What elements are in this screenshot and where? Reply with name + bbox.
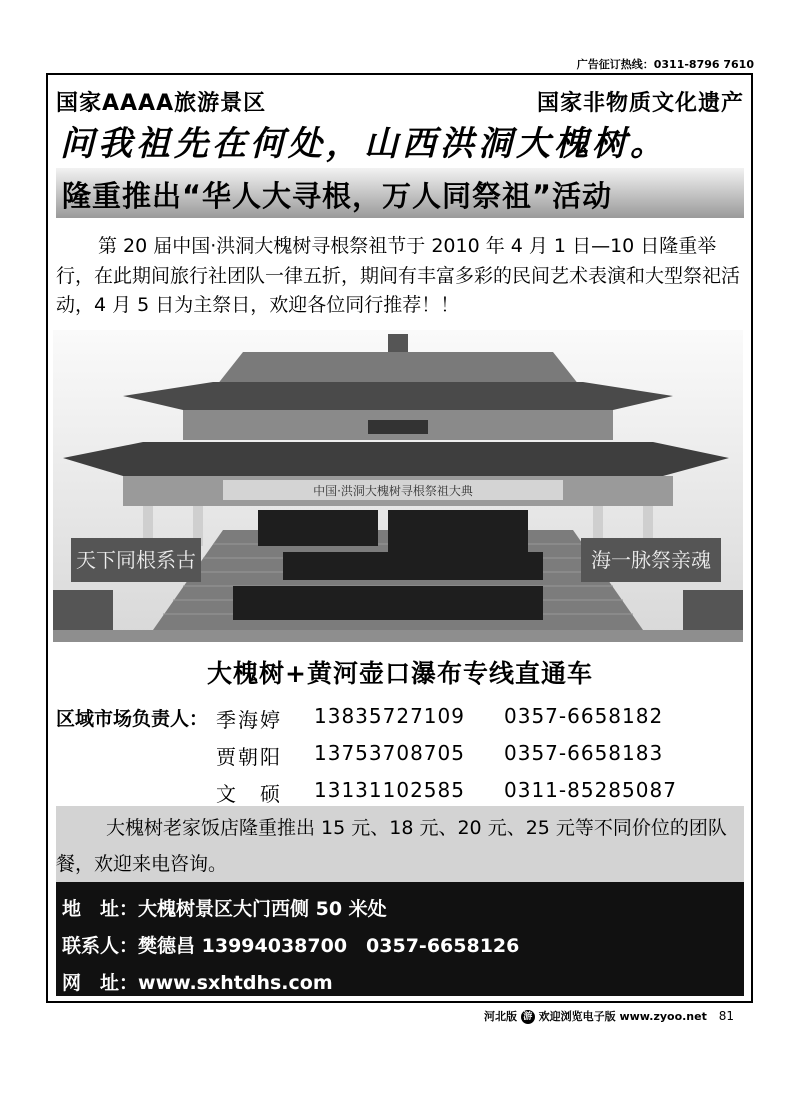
photo-right-sign: 海一脉祭亲魂 xyxy=(591,548,711,572)
edition-label: 河北版 xyxy=(483,1010,517,1023)
route-title: 大槐树+黄河壶口瀑布专线直通车 xyxy=(207,659,593,688)
page-footer xyxy=(484,1008,734,1024)
website-label: 网 址： xyxy=(62,972,139,994)
contact-person-value: 樊德昌 13994038700 0357-6658126 xyxy=(138,935,520,957)
aaaa-scenic-tag: 国家AAAA旅游景区 xyxy=(56,91,267,116)
contact-mobile: 13131102585 xyxy=(314,778,465,802)
welcome-text: 欢迎浏览电子版 xyxy=(538,1010,616,1023)
contact-phone: 0357-6658183 xyxy=(504,741,664,765)
event-intro xyxy=(56,232,746,321)
restaurant-promo xyxy=(56,806,744,882)
address-label: 地 址： xyxy=(62,898,139,920)
ad-hotline: 广告征订热线：0311-8796 7610 xyxy=(576,58,754,71)
photo-left-sign: 天下同根系古 xyxy=(76,548,196,572)
website-link[interactable]: www.sxhtdhs.com xyxy=(138,972,333,994)
ceremony-photo xyxy=(53,330,743,642)
website-row xyxy=(62,968,333,995)
contact-phone: 0357-6658182 xyxy=(504,704,664,728)
event-intro-text: 第 20 届中国·洪洞大槐树寻根祭祖节于 2010 年 4 月 1 日—10 日隆重举行，在此期间旅行社团队一律五折，期间有丰富多彩的民间艺术表演和大型祭祀活动，4 月 5 日为主祭日，欢迎各位同行推荐！！ xyxy=(56,235,741,316)
footer-url[interactable]: www.zyoo.net xyxy=(619,1010,707,1023)
event-banner-text: 隆重推出“华人大寻根，万人同祭祖”活动 xyxy=(62,179,613,213)
edition-badge-icon: 游 xyxy=(521,1010,535,1024)
info-box xyxy=(56,882,744,996)
contact-phone: 0311-85285087 xyxy=(504,778,677,802)
heritage-tag: 国家非物质文化遗产 xyxy=(536,91,744,116)
restaurant-promo-text: 大槐树老家饭店隆重推出 15 元、18 元、20 元、25 元等不同价位的团队餐，欢迎来电咨询。 xyxy=(56,817,727,875)
page-number: 81 xyxy=(718,1009,734,1023)
contact-mobile: 13835727109 xyxy=(314,704,465,728)
contact-name: 文 硕 xyxy=(216,782,282,806)
contact-label: 区域市场负责人： xyxy=(56,708,209,730)
contact-name: 贾朝阳 xyxy=(216,745,282,769)
contact-name: 季海婷 xyxy=(216,708,282,732)
contact-mobile: 13753708705 xyxy=(314,741,465,765)
photo-top-banner: 中国·洪洞大槐树寻根祭祖大典 xyxy=(313,484,473,498)
contact-person-label: 联系人： xyxy=(62,935,139,957)
address-row xyxy=(62,894,387,921)
address-value: 大槐树景区大门西侧 50 米处 xyxy=(138,898,387,920)
slogan-headline: 问我祖先在何处，山西洪洞大槐树。 xyxy=(60,124,668,164)
event-banner xyxy=(56,168,744,218)
contact-person-row xyxy=(62,931,519,958)
